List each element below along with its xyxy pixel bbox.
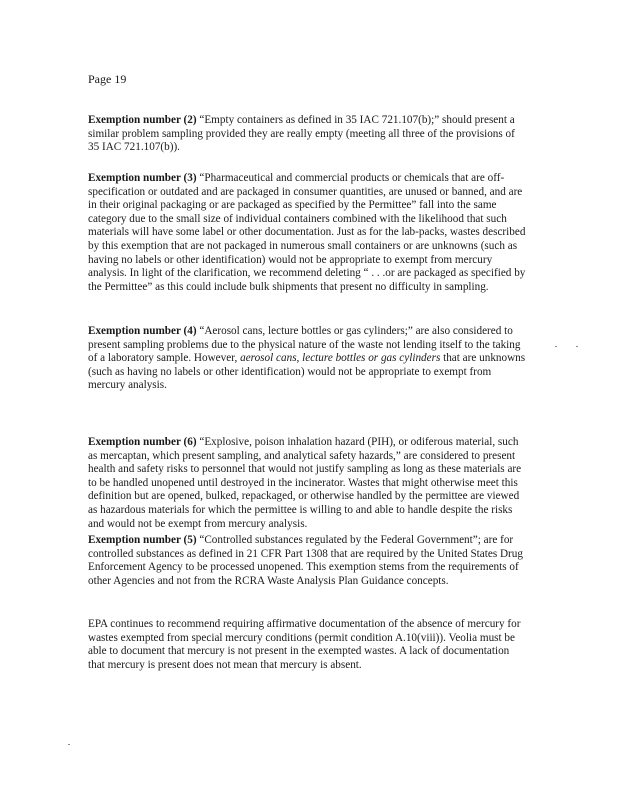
paragraph-text: “Pharmaceutical and commercial products or chemicals that are off-specification or outdated and are packaged in consumer quantities, are unused or banned, and are in their original packaging or are packaged as specified by the Permittee” fall into the same category due to the small size of individual containers combined with the likelihood that such materials will have some label or other documentation. Just as for the lab-packs, wastes described by this exemption that are not packaged in numerous small containers or are unknowns (such as having no labels or other identification) would not be appropriate to exempt from mercury analysis. In light of the clarification, we recommend deleting “ . . .or are packaged as specified by the Permittee” as this could include bulk shipments that present no difficulty in sampling. [88,172,526,293]
scan-speck [68,744,70,745]
paragraph-exemption-3 [88,172,528,294]
exemption-heading: Exemption number (3) [88,172,197,184]
scan-speck [555,346,557,347]
paragraph-italic-text: aerosol cans, lecture bottles or gas cylinders [240,352,441,365]
page-number: Page 19 [88,72,127,86]
paragraph-text: “Aerosol cans, lecture bottles or gas cylinders;” are also considered to present sampling problems due to the physical nature of the waste not lending itself to the taking of a laboratory sample. However, [88,325,521,365]
paragraph-text: that are unknowns (such as having no labels or other identification) would not be appropriate to exempt from mercury analysis. [88,352,526,392]
exemption-heading: Exemption number (5) [88,534,197,546]
paragraph-exemption-6 [88,436,528,531]
paragraph-epa-recommendation [88,618,528,672]
exemption-heading: Exemption number (2) [88,114,197,126]
paragraph-exemption-4 [88,325,528,393]
paragraph-exemption-5 [88,534,528,588]
exemption-heading: Exemption number (4) [88,325,197,337]
paragraph-text: “Empty containers as defined in 35 IAC 721.107(b);” should present a similar problem sampling provided they are really empty (meeting all three of the provisions of 35 IAC 721.107(b)). [88,114,515,154]
paragraph-exemption-2 [88,114,528,155]
exemption-heading: Exemption number (6) [88,436,197,448]
paragraph-text: “Explosive, poison inhalation hazard (PIH), or odiferous material, such as mercaptan, which present sampling, and analytical safety hazards,” are considered to present health and safety risks to personnel that would not justify sampling as long as these materials are to be handled unopened until destroyed in the incinerator. Wastes that might otherwise meet this definition but are opened, bulked, repackaged, or otherwise handled by the permittee are viewed as hazardous materials for which the permittee is willing to and able to handle despite the risks and would not be exempt from mercury analysis. [88,436,522,530]
scan-speck [576,346,578,347]
paragraph-text: EPA continues to recommend requiring affirmative documentation of the absence of mercury for wastes exempted from special mercury conditions (permit condition A.10(viii)). Veolia must be able to document that mercury is not present in the exempted wastes. A lack of documentation that mercury is present does not mean that mercury is absent. [88,618,521,671]
paragraph-text: “Controlled substances regulated by the Federal Government”; are for controlled substances as defined in 21 CFR Part 1308 that are required by the United States Drug Enforcement Agency to be processed unopened. This exemption stems from the requirements of other Agencies and not from the RCRA Waste Analysis Plan Guidance concepts. [88,534,523,587]
